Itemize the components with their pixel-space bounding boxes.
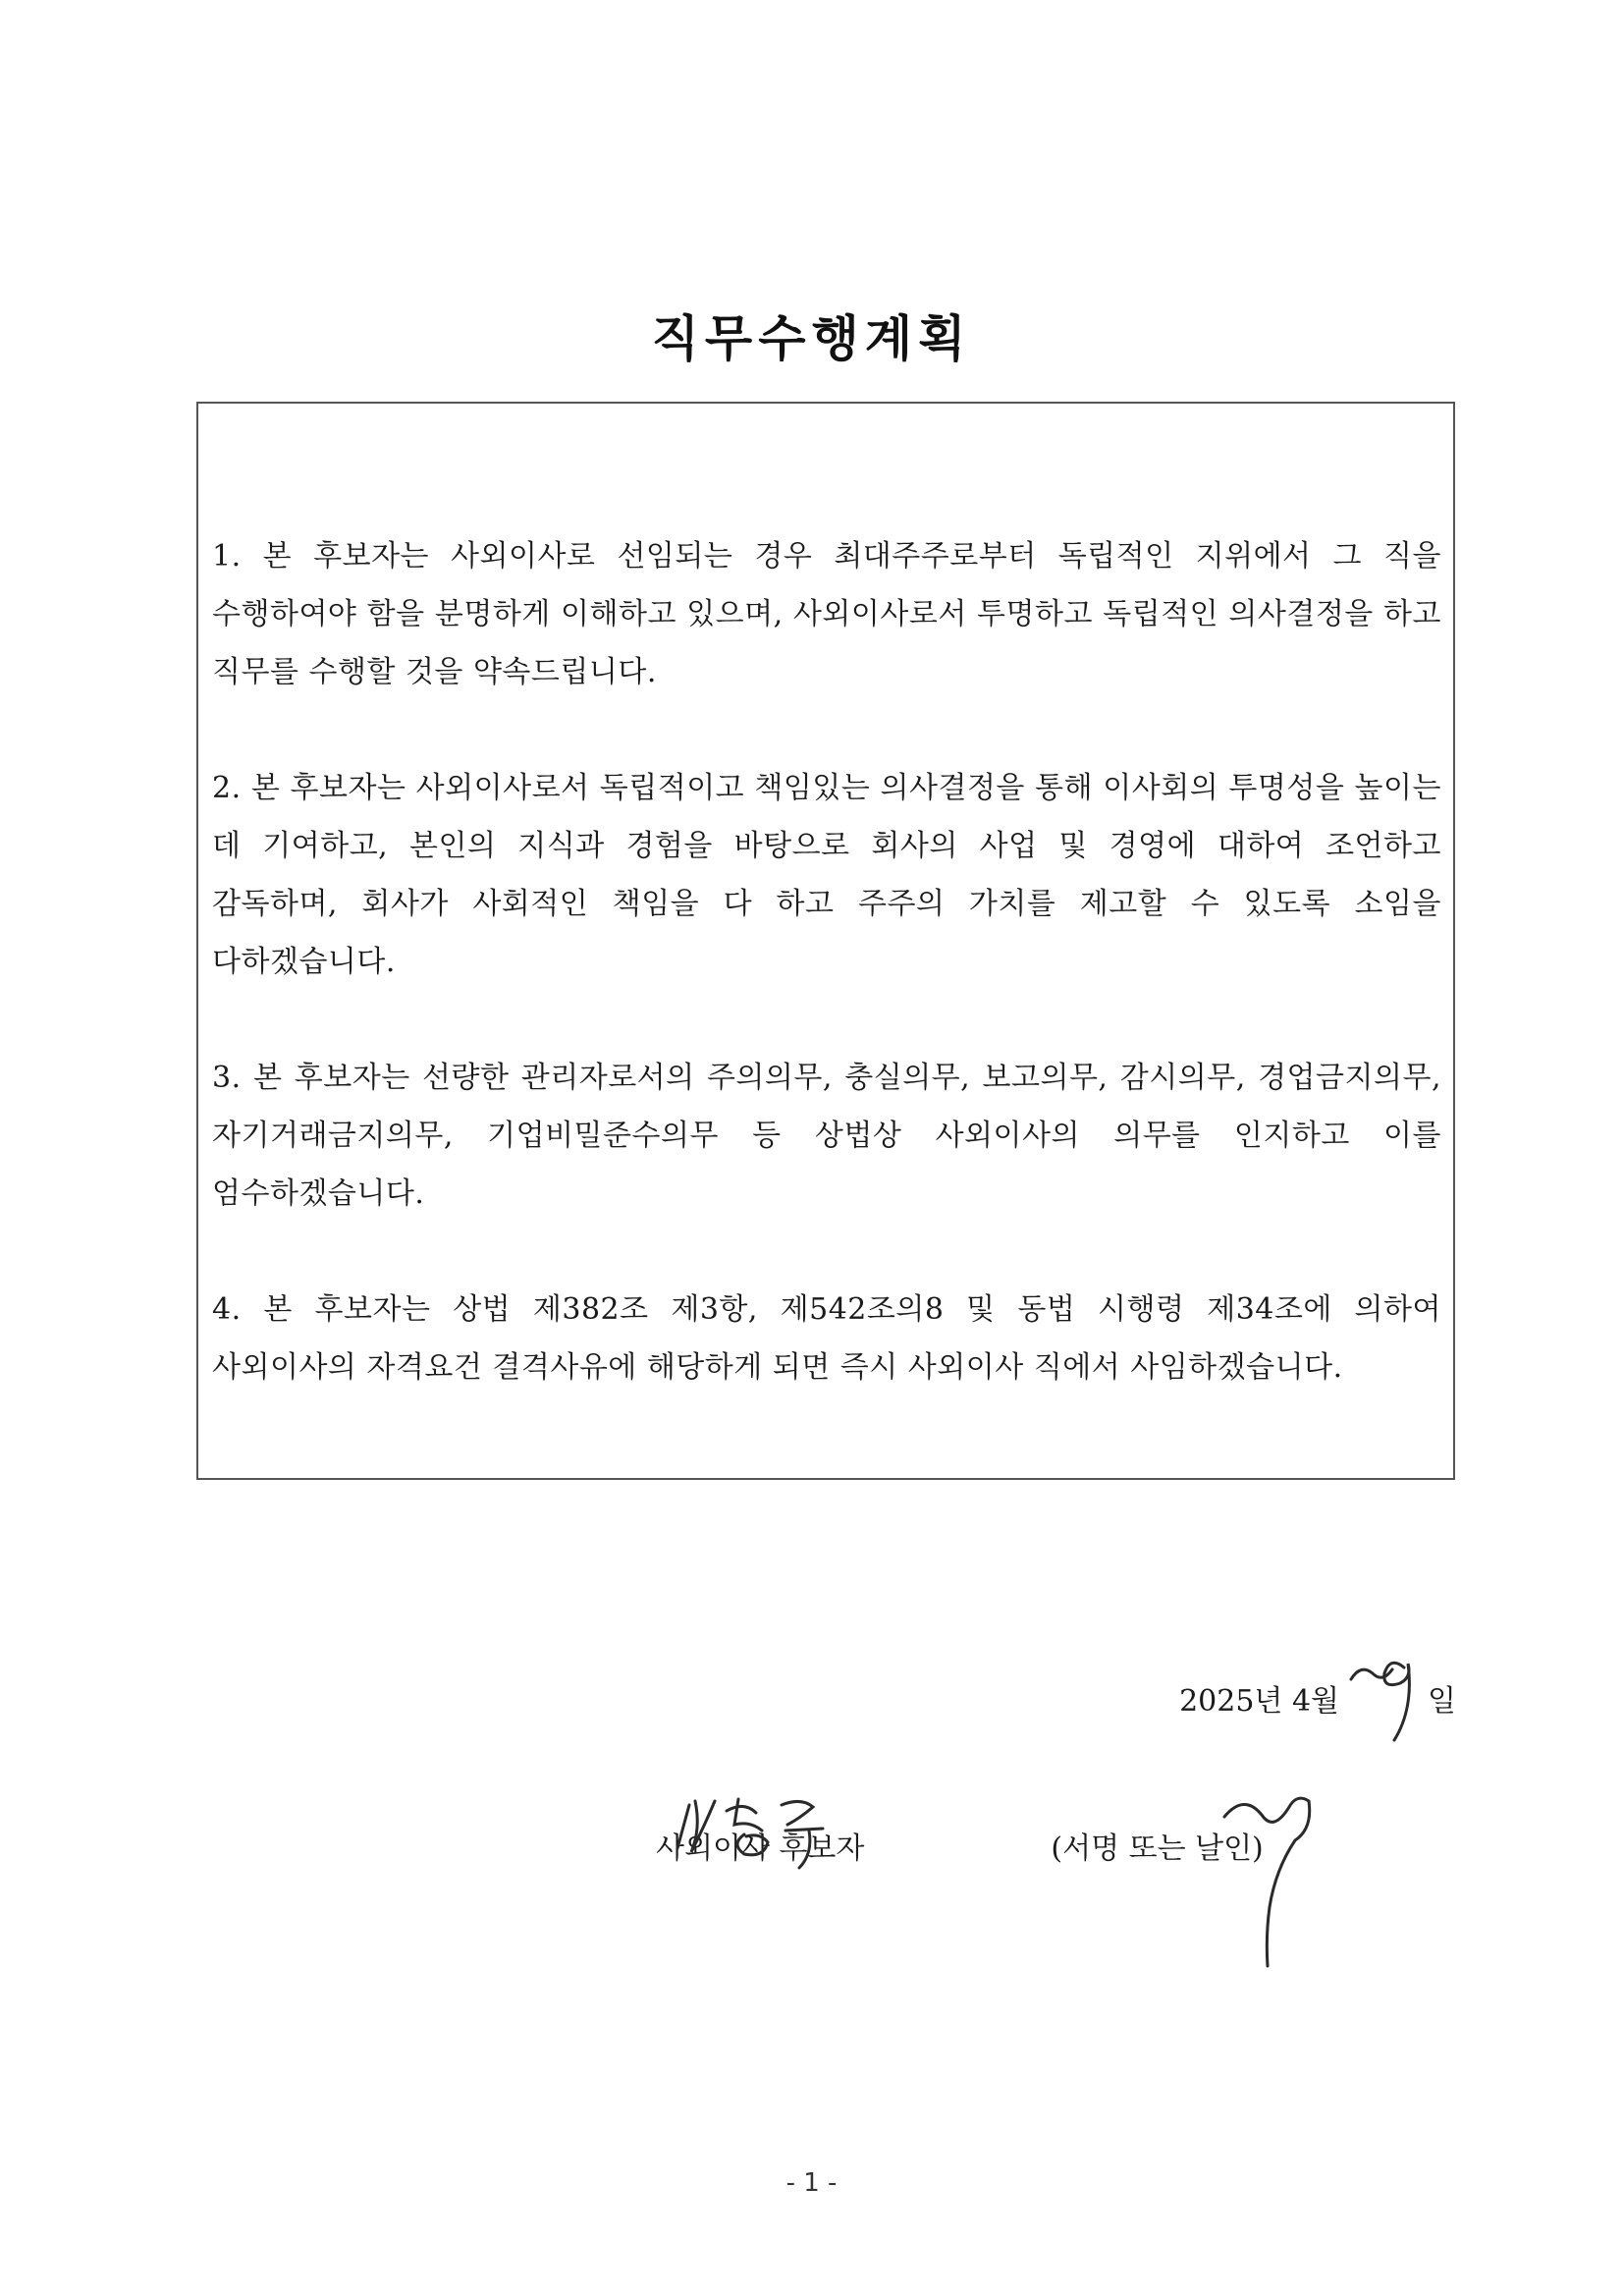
signature-label: 사외이사 후보자 <box>656 1831 865 1866</box>
paragraph-1: 1. 본 후보자는 사외이사로 선임되는 경우 최대주주로부터 독립적인 지위에서 그 직을 수행하여야 함을 분명하게 이해하고 있으며, 사외이사로서 투명하고 독립적인 의사결정을 하고 직무를 수행할 것을 약속드립니다. <box>212 539 1441 689</box>
date-year-month: 2025년 4월 <box>1179 1684 1340 1719</box>
paragraph-4: 4. 본 후보자는 상법 제382조 제3항, 제542조의8 및 동법 시행령 제34조에 의하여 사외이사의 자격요건 결격사유에 해당하게 되면 즉시 사외이사 직에서 사임하겠습니다. <box>212 1292 1441 1385</box>
paragraph-2: 2. 본 후보자는 사외이사로서 독립적이고 책임있는 의사결정을 통해 이사회의 투명성을 높이는 데 기여하고, 본인의 지식과 경험을 바탕으로 회사의 사업 및 경영에 대하여 조언하고 감독하며, 회사가 사회적인 책임을 다 하고 주주의 가치를 제고할 수 있도록 소임을 다하겠습니다. <box>212 771 1441 979</box>
seal-scribble-mark <box>1215 1779 1323 1976</box>
page-title: 직무수행계획 <box>651 310 972 367</box>
signature-mark <box>666 1785 852 1874</box>
signature-note: (서명 또는 날인) <box>1051 1831 1264 1866</box>
page-number: - 1 - <box>785 2168 838 2198</box>
content-box <box>196 402 1455 1480</box>
handwritten-day <box>1339 1671 1428 1711</box>
date-day-suffix: 일 <box>1428 1684 1456 1719</box>
paragraph-list <box>212 527 1441 1454</box>
signature-line <box>656 1819 1264 1867</box>
handwritten-day-mark <box>1339 1650 1428 1768</box>
paragraph-3: 3. 본 후보자는 선량한 관리자로서의 주의의무, 충실의무, 보고의무, 감시의무, 경업금지의무, 자기거래금지의무, 기업비밀준수의무 등 상법상 사외이사의 의무를 인지하고 이를 엄수하겠습니다. <box>212 1061 1441 1211</box>
handwritten-signature <box>864 1819 1051 1858</box>
date-line <box>1179 1671 1456 1720</box>
